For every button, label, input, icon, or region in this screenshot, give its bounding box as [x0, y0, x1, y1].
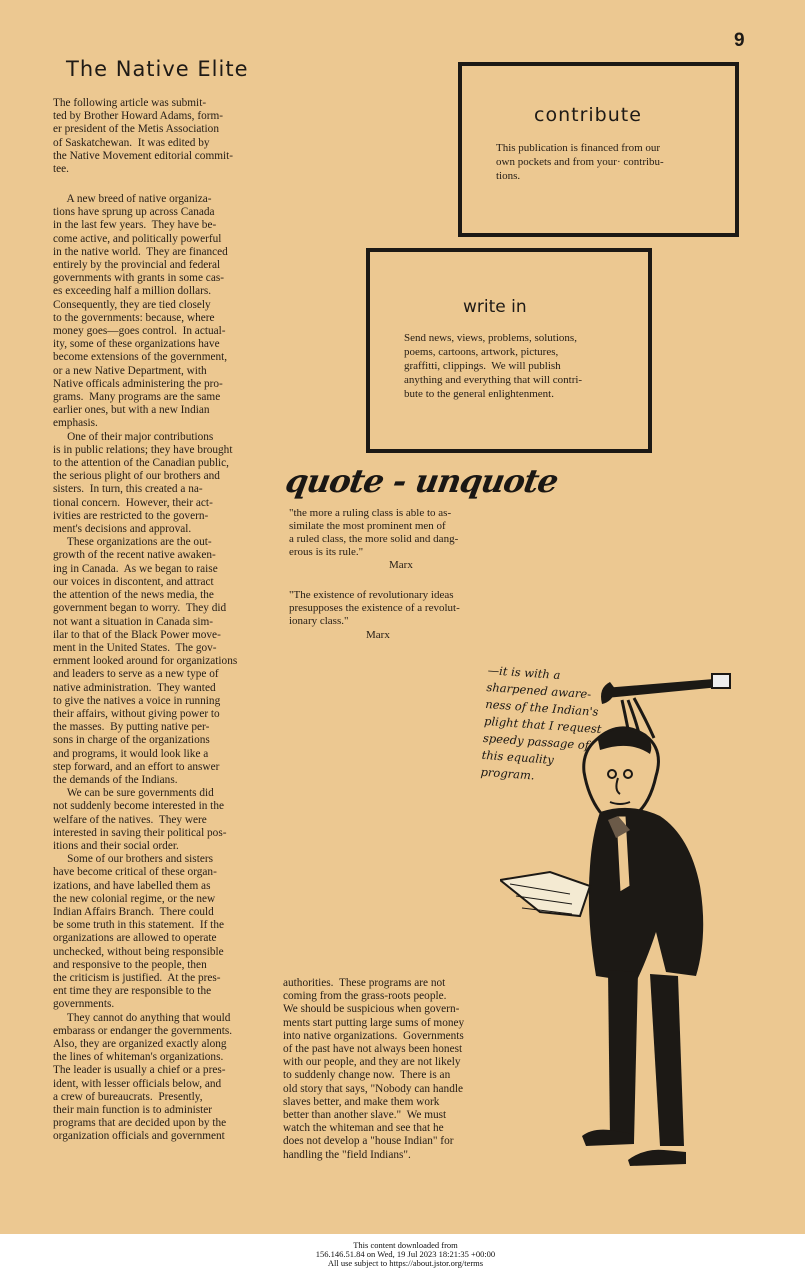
quote-line: a ruled class, the more solid and dang-	[289, 533, 459, 545]
article-line: their main function is to administer	[53, 1104, 213, 1117]
article-line: ing in Canada. As we began to raise	[53, 562, 218, 575]
article-line: organization officials and government	[53, 1130, 225, 1143]
quote-1-author: Marx	[389, 559, 413, 571]
article-line: Indian Affairs Branch. There could	[53, 905, 214, 918]
article-line: to the attention of the Canadian public,	[53, 457, 229, 470]
article-line: ment's decisions and approval.	[53, 523, 192, 536]
article-line: A new breed of native organiza-	[53, 193, 212, 205]
write-in-line: anything and everything that will contri-	[404, 374, 583, 386]
intro-line: of Saskatchewan. It was edited by	[53, 136, 210, 149]
quote-line: presupposes the existence of a revolut-	[289, 602, 460, 614]
article-line: coming from the grass-roots people.	[283, 990, 447, 1003]
article-line: the lines of whiteman's organizations.	[53, 1051, 224, 1064]
quote-line: "The existence of revolutionary ideas	[289, 589, 454, 601]
contribute-heading: contribute	[534, 104, 642, 126]
article-line: their affairs, without giving power to	[53, 707, 220, 720]
intro-line: tee.	[53, 163, 69, 176]
article-line: entirely by the provincial and federal	[53, 259, 221, 272]
article-line: Some of our brothers and sisters	[53, 853, 214, 866]
article-line: become extensions of the government,	[53, 351, 228, 364]
intro-line: er president of the Metis Association	[53, 123, 219, 136]
write-in-line: graffitti, clippings. We will publish	[404, 360, 561, 372]
article-line: tional concern. However, their act-	[53, 496, 213, 509]
footer-line-1: This content downloaded from	[353, 1240, 458, 1250]
article-line: the demands of the Indians.	[53, 773, 178, 786]
article-line: slaves better, and make them work	[283, 1095, 440, 1108]
article-line: old story that says, "Nobody can handle	[283, 1082, 463, 1095]
article-line: money goes—goes control. In actual-	[53, 325, 226, 338]
cartoon-speech-text: —it is with a sharpened aware- ness of the Indian's plight that I request speedy passage of this equality program.	[480, 663, 602, 783]
article-line: organizations are allowed to operate	[53, 932, 217, 945]
article-line: have become critical of these organ-	[53, 866, 217, 879]
article-line: embarass or endanger the governments.	[53, 1024, 233, 1037]
quote-line: "the more a ruling class is able to as-	[289, 507, 452, 519]
intro-line: The following article was submit-	[53, 97, 207, 109]
write-in-line: poems, cartoons, artwork, pictures,	[404, 346, 559, 358]
article-line: programs that are decided upon by the	[53, 1117, 227, 1130]
quote-1	[289, 507, 458, 559]
quote-line: erous is its rule."	[289, 546, 364, 558]
contribute-line: tions.	[496, 170, 521, 182]
article-line: Also, they are organized exactly along	[53, 1038, 227, 1050]
article-line: ment in the United States. The gov-	[53, 641, 217, 654]
article-line: authorities. These programs are not	[283, 977, 446, 989]
article-line: of the past have not always been honest	[283, 1043, 463, 1056]
article-line: governments with grants in some cas-	[53, 272, 224, 285]
article-column-1	[53, 193, 237, 1144]
article-line: a crew of bureaucrats. Presently,	[53, 1090, 203, 1103]
article-line: the serious plight of our brothers and	[53, 470, 220, 483]
footer-line-2: 156.146.51.84 on Wed, 19 Jul 2023 18:21:35 +00:00	[315, 1249, 496, 1259]
page-number: 9	[734, 30, 745, 51]
article-line: the criticism is justified. At the pres-	[53, 971, 221, 984]
intro-line: the Native Movement editorial commit-	[53, 149, 234, 162]
article-line: to give the natives a voice in running	[53, 694, 221, 707]
article-line: izations, and have labelled them as	[53, 879, 211, 892]
quote-unquote-heading: quote - unquote	[282, 462, 561, 500]
article-line: our voices in discontent, and attract	[53, 575, 214, 588]
article-line: The leader is usually a chief or a pres-	[53, 1064, 226, 1077]
article-line: better than another slave." We must	[283, 1109, 447, 1122]
article-line: grams. Many programs are the same	[53, 391, 221, 404]
article-line: ernment looked around for organizations	[53, 655, 238, 668]
article-line: earlier ones, but with a new Indian	[53, 404, 210, 417]
article-line: the attention of the news media, the	[53, 589, 214, 602]
article-line: come active, and politically powerful	[53, 232, 222, 245]
article-line: We can be sure governments did	[53, 787, 214, 800]
article-title: The Native Elite	[66, 57, 249, 81]
article-line: into native organizations. Governments	[283, 1029, 464, 1042]
article-line: sons in charge of the organizations	[53, 734, 210, 747]
article-line: growth of the recent native awaken-	[53, 549, 216, 562]
article-line: or a new Native Department, with	[53, 364, 207, 377]
article-line: government began to worry. They did	[53, 602, 227, 615]
article-line: They cannot do anything that would	[53, 1011, 231, 1024]
article-line: Native officals administering the pro-	[53, 377, 223, 390]
article-column-2	[283, 977, 464, 1162]
article-line: es exceeding half a million dollars.	[53, 285, 212, 298]
article-line: sisters. In turn, this created a na-	[53, 483, 203, 496]
quote-line: similate the most prominent men of	[289, 520, 446, 532]
article-line: to the governments: because, where	[53, 311, 215, 324]
article-line: is in public relations; they have brought	[53, 443, 233, 456]
article-line: itions and their social order.	[53, 839, 179, 852]
article-line: does not develop a "house Indian" for	[283, 1135, 454, 1148]
write-in-line: bute to the general enlightenment.	[404, 388, 554, 400]
article-line: the masses. By putting native per-	[53, 721, 210, 734]
article-line: ident, with lesser officials below, and	[53, 1077, 222, 1090]
article-line: These organizations are the out-	[53, 536, 212, 549]
contribute-line: own pockets and from your· contribu-	[496, 156, 664, 168]
article-line: and responsive to the people, then	[53, 958, 207, 971]
article-line: emphasis.	[53, 417, 98, 430]
quote-2	[289, 589, 460, 628]
contribute-text	[496, 141, 664, 183]
article-intro	[53, 97, 233, 176]
article-line: with our people, and they are not likely	[283, 1056, 461, 1069]
write-in-line: Send news, views, problems, solutions,	[404, 332, 577, 344]
article-line: the new colonial regime, or the new	[53, 892, 216, 905]
write-in-heading: write in	[463, 297, 527, 317]
article-line: tions have sprung up across Canada	[53, 206, 215, 219]
article-line: ments start putting large sums of money	[283, 1016, 465, 1029]
article-line: in the native world. They are financed	[53, 245, 228, 258]
article-line: in the last few years. They have be-	[53, 219, 217, 232]
article-line: and leaders to serve as a new type of	[53, 668, 219, 681]
article-line: be some truth in this statement. If the	[53, 919, 224, 932]
article-line: ivities are restricted to the govern-	[53, 509, 209, 522]
article-line: handling the "field Indians".	[283, 1148, 411, 1161]
quote-line: ionary class."	[289, 615, 349, 627]
article-line: ilar to that of the Black Power move-	[53, 628, 221, 641]
quote-2-author: Marx	[366, 629, 390, 641]
article-line: Consequently, they are tied closely	[53, 298, 211, 311]
article-line: and programs, it would look like a	[53, 747, 209, 760]
article-line: ent time they are responsible to the	[53, 985, 212, 998]
footer-line-3: All use subject to https://about.jstor.org/terms	[327, 1258, 484, 1268]
intro-line: ted by Brother Howard Adams, form-	[53, 110, 224, 123]
article-line: governments.	[53, 998, 115, 1011]
article-line: We should be suspicious when govern-	[283, 1003, 460, 1016]
article-line: welfare of the natives. They were	[53, 813, 207, 826]
contribute-line: This publication is financed from our	[496, 142, 661, 154]
article-line: ity, some of these organizations have	[53, 338, 220, 351]
article-line: watch the whiteman and see that he	[283, 1122, 444, 1135]
article-line: native administration. They wanted	[53, 681, 216, 694]
article-line: One of their major contributions	[53, 430, 214, 443]
article-line: unchecked, without being responsible	[53, 945, 224, 958]
article-line: not want a situation in Canada sim-	[53, 615, 214, 628]
write-in-text	[404, 331, 582, 401]
article-line: interested in saving their political pos-	[53, 826, 227, 839]
article-line: to suddenly change now. There is an	[283, 1069, 451, 1082]
article-line: not suddenly become interested in the	[53, 800, 224, 813]
article-line: step forward, and an effort to answer	[53, 760, 220, 773]
